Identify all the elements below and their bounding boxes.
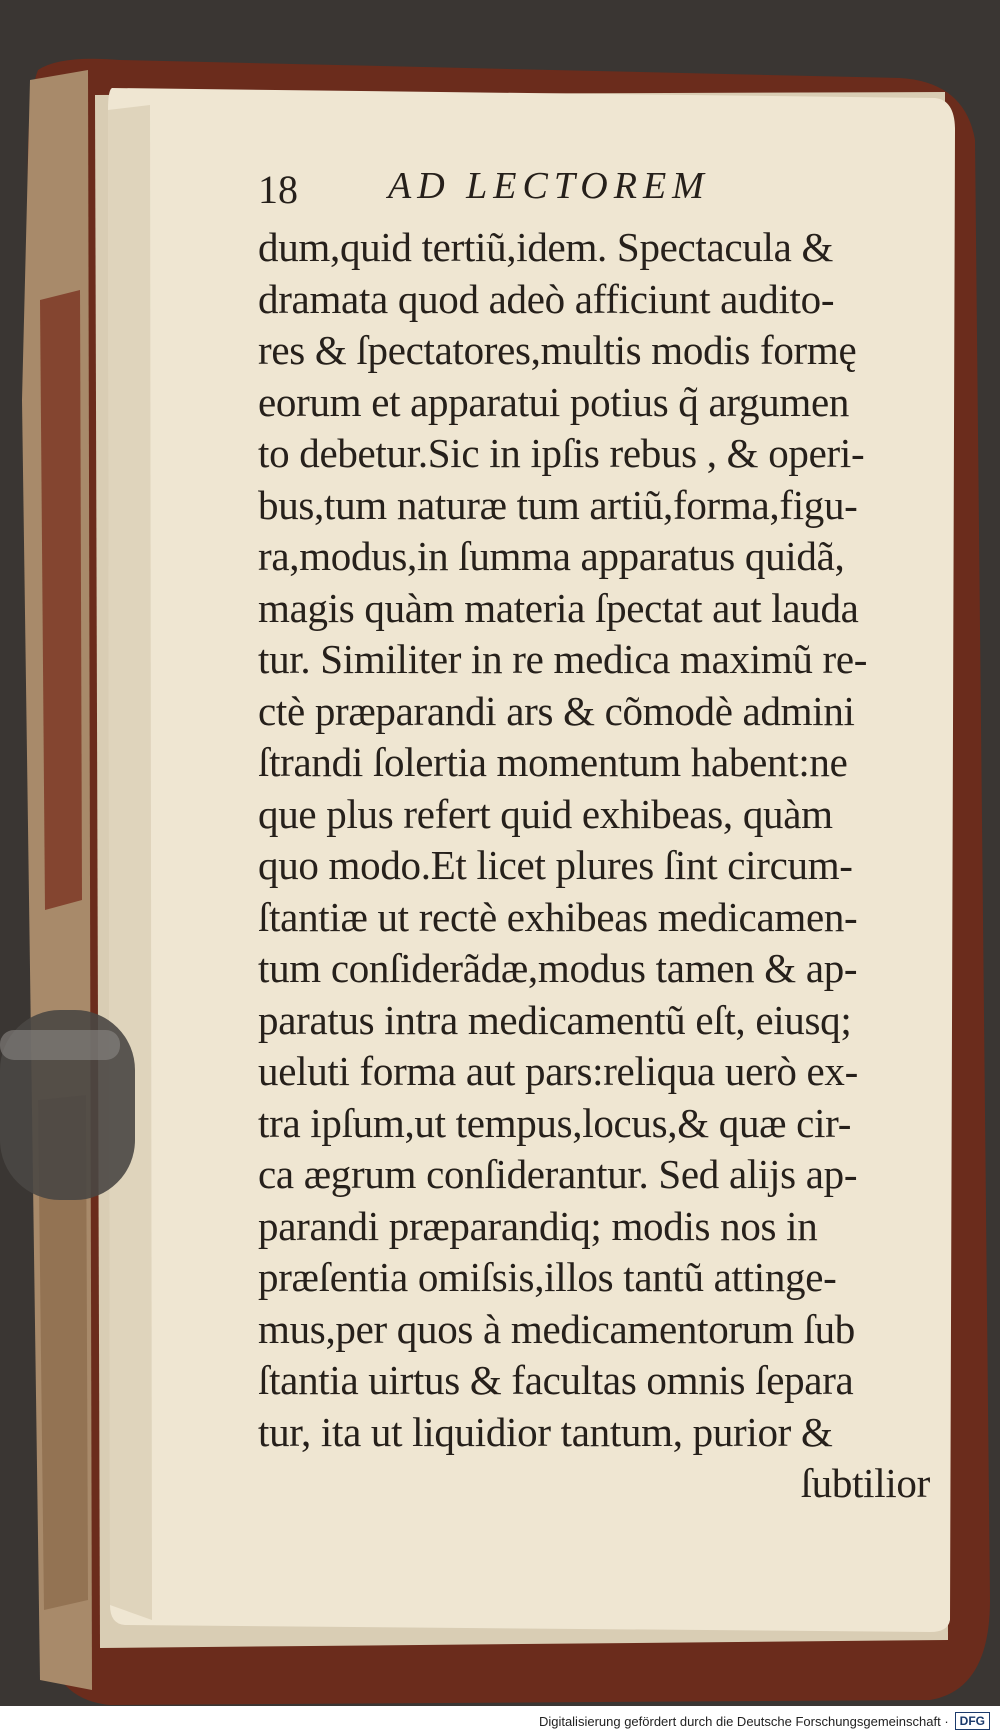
text-line: mus,per quos à medicamentorum ſub [258, 1305, 855, 1352]
text-line: dum,quid tertiũ,idem. Spectacula & [258, 224, 834, 270]
footer-credit: Digitalisierung gefördert durch die Deutsche Forschungsgemeinschaft · [538, 1713, 949, 1729]
text-line: que plus refert quid exhibeas, quàm [258, 790, 833, 837]
text-line: præſentia omiſsis,illos tantũ attinge- [258, 1254, 837, 1300]
gutter-shadow [108, 105, 152, 1620]
text-line: tum conſiderãdæ,modus tamen & ap- [258, 945, 858, 991]
text-line: to debetur.Sic in ipſis rebus , & operi- [258, 430, 865, 476]
text-line: bus,tum naturæ tum artiũ,forma,figu- [258, 481, 858, 528]
text-line: ſtrandi ſolertia momentum habent:ne [258, 739, 848, 785]
text-line: ſtantiæ ut rectè exhibeas medicamen- [258, 893, 858, 940]
page-header [258, 160, 938, 222]
text-line: res & ſpectatores,multis modis formę [258, 327, 857, 373]
catchword: ſubtilior [800, 1460, 930, 1506]
document-page [258, 160, 938, 1510]
text-line: eorum et apparatui potius q̃ argumen [258, 378, 850, 425]
text-line: tra ipſum,ut tempus,locus,& quæ cir- [258, 1099, 852, 1146]
text-line: tur. Similiter in re medica maximũ re- [258, 636, 868, 682]
text-line: ra,modus,in ſumma apparatus quidã, [258, 533, 845, 579]
text-line: ca ægrum conſiderantur. Sed alijs ap- [258, 1151, 858, 1197]
text-line: ſtantia uirtus & facultas omnis ſepara [258, 1357, 854, 1403]
text-line: quo modo.Et licet plures ſint circum- [258, 842, 853, 888]
page-clamp-highlight [0, 1030, 120, 1060]
text-line: magis quàm materia ſpectat aut lauda [258, 584, 859, 631]
running-head: AD LECTOREM [388, 165, 710, 207]
spine-marbling [40, 290, 82, 910]
text-line: paratus intra medicamentũ eſt, eiusq; [258, 996, 852, 1043]
text-line: ctè præparandi ars & cõmodè admini [258, 687, 855, 734]
text-line: parandi præparandiq; modis nos in [258, 1202, 818, 1249]
dfg-logo: DFG [955, 1712, 990, 1730]
text-line: dramata quod adeò afficiunt audito- [258, 275, 835, 322]
text-line: tur, ita ut liquidior tantum, purior & [258, 1408, 833, 1455]
page-number: 18 [258, 167, 298, 212]
digitization-footer [0, 1706, 1000, 1736]
text-line: ueluti forma aut pars:reliqua uerò ex- [258, 1048, 858, 1094]
body-text [258, 222, 938, 1458]
